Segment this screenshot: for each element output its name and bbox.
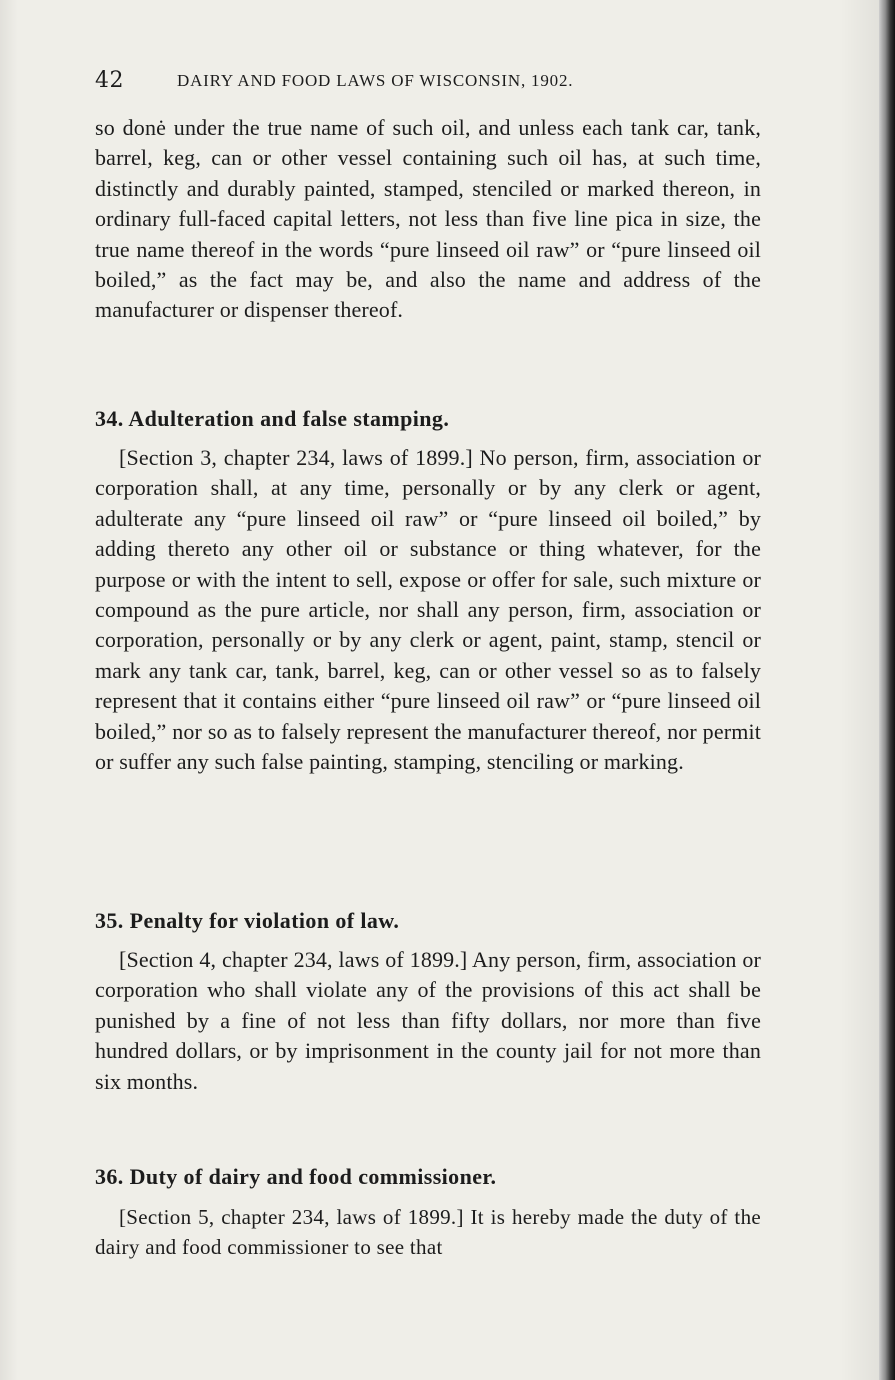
- section-35-heading: 35. Penalty for violation of law.: [95, 908, 400, 933]
- running-header: [95, 68, 685, 100]
- running-title: DAIRY AND FOOD LAWS OF WISCONSIN, 1902.: [177, 71, 574, 90]
- section-34-heading: 34. Adulteration and false stamping.: [95, 406, 450, 431]
- section-35-paragraph: [Section 4, chapter 234, laws of 1899.] Any person, firm, association or corporation who shall violate any of the provisions of this act shall be punished by a fine of not less than fifty dollars, nor more than five hundred dollars, or by imprisonment in the county jail for not more than six months.: [95, 947, 761, 1094]
- page-number: 42: [95, 68, 124, 93]
- section-36-heading: 36. Duty of dairy and food commissioner.: [95, 1164, 497, 1189]
- section-36-paragraph: [Section 5, chapter 234, laws of 1899.] It is hereby made the duty of the dairy and food commissioner to see that: [95, 1205, 761, 1260]
- page-edge-shadow: [879, 0, 895, 1380]
- intro-paragraph: so donė under the true name of such oil, and unless each tank car, tank, barrel, keg, can or other vessel containing such oil has, at such time, distinctly and durably painted, stamped, stenciled or marked thereon, in ordinary full-faced capital letters, not less than five line pica in size, the true name thereof in the words “pure linseed oil raw” or “pure linseed oil boiled,” as the fact may be, and also the name and address of the manufacturer or dispenser thereof.: [95, 115, 761, 323]
- section-34-paragraph: [Section 3, chapter 234, laws of 1899.] No person, firm, association or corporation shall, at any time, personally or by any clerk or agent, adulterate any “pure linseed oil raw” or “pure linseed oil boiled,” by adding thereto any other oil or substance or thing whatever, for the purpose or with the intent to sell, expose or offer for sale, such mixture or compound as the pure article, nor shall any person, firm, association or corporation, personally or by any clerk or agent, paint, stamp, stencil or mark any tank car, tank, barrel, keg, can or other vessel so as to falsely represent that it contains either “pure linseed oil raw” or “pure linseed oil boiled,” nor so as to falsely represent the manufacturer thereof, nor permit or suffer any such false painting, stamping, stenciling or marking.: [95, 445, 761, 775]
